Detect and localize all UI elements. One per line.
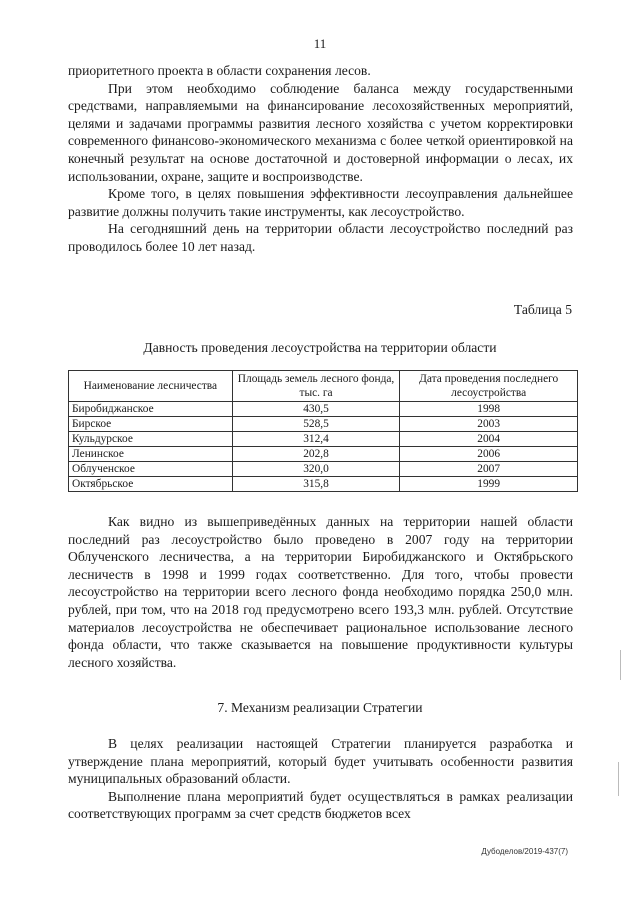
paragraph: На сегодняшний день на территории области лесоустройство последний раз проводилось более 10 лет назад. [68,221,573,254]
paragraph: Кроме того, в целях повышения эффективности лесоуправления дальнейшее развитие должны получить такие инструменты, как лесоустройство. [68,186,573,219]
mechanism-text [68,735,573,823]
paragraph: В целях реализации настоящей Стратегии планируется разработка и утверждение плана мероприятий, который будет учитывать особенности развития муниципальных образований области. [68,736,573,787]
forestry-name: Октябрьское [69,477,233,492]
column-header: Дата проведения последнего лесоустройства [400,371,578,402]
survey-year: 2003 [400,417,578,432]
paragraph: Как видно из вышеприведённых данных на территории нашей области последний раз лесоустройство было проведено в 2007 году на территории Облученского лесничества, а на территории Биробиджанского и Октябрьского лесничеств в 1998 и 1999 годах соответственно. Для того, чтобы провести лесоустройство на территории всего лесного фонда необходимо порядка 250,0 млн. рублей, при том, что на 2018 год предусмотрено всего 193,3 млн. рублей. Отсутствие материалов лесоустройства не обеспечивает рациональное использование лесного фонда области, что также сказывается на повышение продуктивности культуры лесного хозяйства. [68,514,573,670]
paragraph: приоритетного проекта в области сохранения лесов. [68,63,371,78]
table-row [69,417,578,432]
forestry-name: Бирское [69,417,233,432]
forestry-name: Облученское [69,462,233,477]
forestry-name: Кульдурское [69,432,233,447]
forest-area: 315,8 [232,477,400,492]
forestry-name: Биробиджанское [69,402,233,417]
section-heading: 7. Механизм реализации Стратегии [217,700,423,715]
table-caption: Таблица 5 [513,302,572,317]
analysis-text [68,513,573,671]
scan-artifact-line [620,650,621,680]
page-number: 11 [313,36,327,51]
survey-year: 2006 [400,447,578,462]
table-title: Давность проведения лесоустройства на территории области [143,340,497,355]
forest-area: 320,0 [232,462,400,477]
table-row [69,462,578,477]
forest-area: 312,4 [232,432,400,447]
document-code: Дубоделов/2019-437(7) [481,847,568,856]
scan-artifact-line [618,762,619,796]
forest-area: 202,8 [232,447,400,462]
intro-text [68,62,573,256]
paragraph: Выполнение плана мероприятий будет осуществляться в рамках реализации соответствующих программ за счет средств бюджетов всех [68,788,573,822]
survey-year: 1999 [400,477,578,492]
survey-year: 1998 [400,402,578,417]
table-row [69,447,578,462]
paragraph: При этом необходимо соблюдение баланса между государственными средствами, направляемыми на финансирование лесохозяйственных мероприятий, целями и задачами программы развития лесного хозяйства с учетом корректировки современного финансово-экономического механизма с более четкой ориентировкой на конечный результат на основе достаточной и достоверной информации о лесах, их использовании, охране, защите и воспроизводстве. [68,80,573,184]
table-row [69,432,578,447]
survey-year: 2004 [400,432,578,447]
forest-area: 528,5 [232,417,400,432]
forestry-table [68,370,578,492]
column-header: Наименование лесничества [69,371,233,402]
table-row [69,477,578,492]
forest-area: 430,5 [232,402,400,417]
table-header-row [69,371,578,402]
table-row [69,402,578,417]
survey-year: 2007 [400,462,578,477]
forestry-name: Ленинское [69,447,233,462]
column-header: Площадь земель лесного фонда, тыс. га [232,371,400,402]
